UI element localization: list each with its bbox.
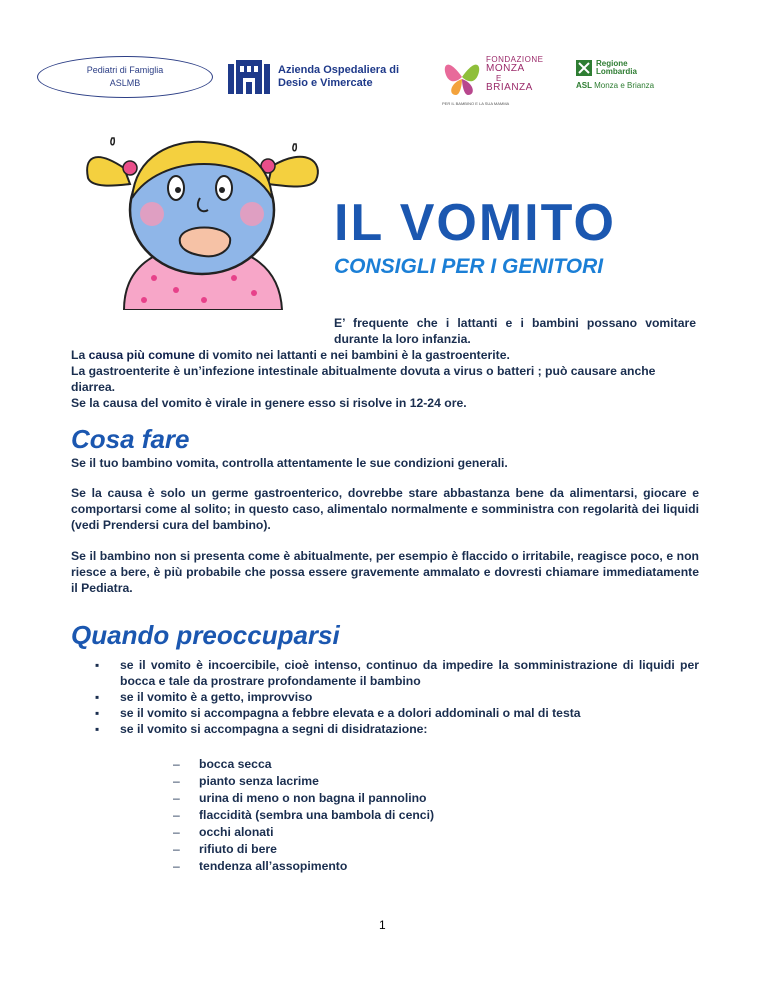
- regione-line2: Lombardia: [596, 67, 637, 76]
- intro-paragraph-4: Se la causa del vomito è virale in genere esso si risolve in 12-24 ore.: [71, 396, 467, 410]
- page-title: IL VOMITO: [334, 194, 616, 252]
- list-item: ▪ se il vomito si accompagna a febbre elevata e a dolori addominali o mal di testa: [95, 705, 699, 721]
- pediatri-logo: [37, 56, 213, 98]
- section-heading-quando-preoccuparsi: Quando preoccuparsi: [71, 620, 340, 650]
- regione-line1: Regione: [596, 59, 628, 68]
- fondazione-line3: E: [496, 74, 502, 83]
- intro-paragraph-1: E’ frequente che i lattanti e i bambini possano vomitare durante la loro infanzia.: [334, 316, 696, 346]
- fondazione-line2: MONZA: [486, 63, 525, 74]
- list-item: ▪ se il vomito si accompagna a segni di disidratazione:: [95, 721, 699, 737]
- asl-label: ASL: [576, 81, 592, 90]
- pediatri-line2: ASLMB: [109, 78, 141, 88]
- fondazione-line1: FONDAZIONE: [486, 55, 544, 64]
- hospital-icon: [228, 58, 270, 96]
- sick-child-illustration: [84, 128, 330, 310]
- azienda-logo: [228, 58, 399, 96]
- cosa-fare-paragraph-2: Se la causa è solo un germe gastroenterico, dovrebbe stare abbastanza bene da alimentarsi, giocare e comportarsi come al solito; in questo caso, alimentalo normalmente e somministra con regolarità dei liquidi (vedi Prendersi cura del bambino).: [71, 486, 699, 532]
- list-item: – pianto senza lacrime: [173, 773, 434, 790]
- intro-paragraph-3: La gastroenterite è un’infezione intestinale abitualmente dovuta a virus o batteri ; può causare anche diarrea.: [71, 364, 656, 394]
- pediatri-line1: Pediatri di Famiglia: [86, 65, 164, 75]
- asl-area: Monza e Brianza: [594, 81, 655, 90]
- list-item: ▪ se il vomito è incoercibile, cioè intenso, continuo da impedire la somministrazione di liquidi per bocca e tale da prostrare profondamente il bambino: [95, 657, 699, 689]
- list-item: – bocca secca: [173, 756, 434, 773]
- intro-p2-bold: causa più comune: [88, 348, 195, 362]
- list-item: – urina di meno o non bagna il pannolino: [173, 790, 434, 807]
- list-item: – flaccidità (sembra una bambola di cenci): [173, 807, 434, 824]
- fondazione-line4: BRIANZA: [486, 82, 533, 93]
- warning-bullet-list: [95, 657, 699, 737]
- cosa-fare-paragraph-3: Se il bambino non si presenta come è abitualmente, per esempio è flaccido o irritabile, reagisce poco, e non riesce a bere, è più probabile che possa essere gravemente ammalato e dovresti chiamare immediatamente il Pediatra.: [71, 549, 699, 595]
- intro-p2-pre: La: [71, 348, 89, 362]
- dehydration-signs-list: [173, 756, 434, 875]
- asl-label-group: [576, 81, 654, 90]
- fondazione-tagline: PER IL BAMBINO E LA SUA MAMMA: [442, 101, 510, 106]
- intro-paragraph-2: [71, 347, 699, 363]
- regione-logo: [576, 60, 654, 90]
- list-item: – occhi alonati: [173, 824, 434, 841]
- cosa-fare-paragraph-1: Se il tuo bambino vomita, controlla attentamente le sue condizioni generali.: [71, 456, 508, 470]
- regione-emblem-icon: [576, 60, 592, 76]
- azienda-line2: Desio e Vimercate: [278, 77, 373, 89]
- fondazione-logo: [442, 55, 544, 106]
- section-heading-cosa-fare: Cosa fare: [71, 424, 190, 454]
- butterfly-icon: [442, 55, 482, 99]
- page-subtitle: CONSIGLI PER I GENITORI: [334, 255, 604, 278]
- intro-p2-post: di vomito nei lattanti e nei bambini è la gastroenterite.: [194, 348, 510, 362]
- list-item: – tendenza all’assopimento: [173, 858, 434, 875]
- intro-paragraphs: [71, 347, 699, 411]
- list-item: – rifiuto di bere: [173, 841, 434, 858]
- azienda-line1: Azienda Ospedaliera di: [278, 64, 400, 76]
- page-number: 1: [379, 918, 386, 932]
- list-item: ▪ se il vomito è a getto, improvviso: [95, 689, 699, 705]
